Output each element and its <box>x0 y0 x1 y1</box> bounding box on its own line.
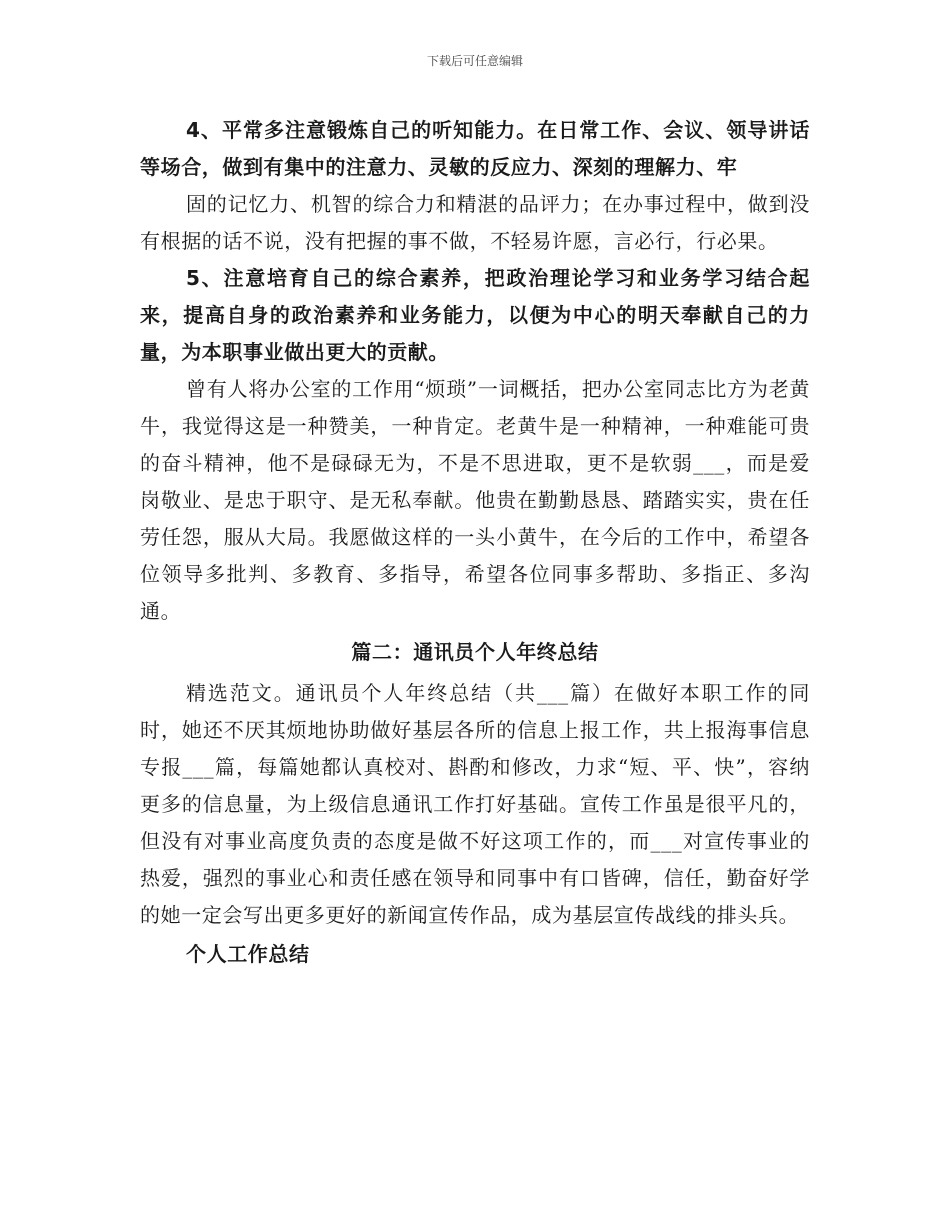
document-body <box>140 112 810 973</box>
paragraph-4-continued: 固的记忆力、机智的综合力和精湛的品评力；在办事过程中，做到没有根据的话不说，没有把握的事不做，不轻易许愿，言必行，行必果。 <box>140 192 810 253</box>
paragraph-office-work: 曾有人将办公室的工作用“烦琐”一词概括，把办公室同志比方为老黄牛，我觉得这是一种赞美，一种肯定。老黄牛是一种精神，一种难能可贵的奋斗精神，他不是碌碌无为，不是不思进取，更不是软弱___，而是爱岗敬业、是忠于职守、是无私奉献。他贵在勤勤恳恳、踏踏实实，贵在任劳任怨，服从大局。我愿做这样的一头小黄牛，在今后的工作中，希望各位领导多批判、多教育、多指导，希望各位同事多帮助、多指正、多沟通。 <box>140 377 810 623</box>
section-title: 篇二：通讯员个人年终总结 <box>351 640 599 664</box>
paragraph-correspondent: 精选范文。通讯员个人年终总结（共___篇）在做好本职工作的同时，她还不厌其烦地协助做好基层各所的信息上报工作，共上报海事信息专报___篇，每篇她都认真校对、斟酌和修改，力求“短、平、快”，容纳更多的信息量，为上级信息通讯工作打好基础。宣传工作虽是很平凡的，但没有对事业高度负责的态度是做不好这项工作的，而___对宣传事业的热爱，强烈的事业心和责任感在领导和同事中有口皆碑，信任，勤奋好学的她一定会写出更多更好的新闻宣传作品，成为基层宣传战线的排头兵。 <box>140 681 810 927</box>
paragraph-5-bold: 5、注意培育自己的综合素养，把政治理论学习和业务学习结合起来，提高自身的政治素养和业务能力，以便为中心的明天奉献自己的力量，为本职事业做出更大的贡献。 <box>140 266 810 364</box>
paragraph-4-bold: 4、平常多注意锻炼自己的听知能力。在日常工作、会议、领导讲话等场合，做到有集中的注意力、灵敏的反应力、深刻的理解力、牢 <box>140 118 810 179</box>
page-header: 下载后可任意编辑 <box>426 54 523 68</box>
sub-heading: 个人工作总结 <box>186 942 310 966</box>
